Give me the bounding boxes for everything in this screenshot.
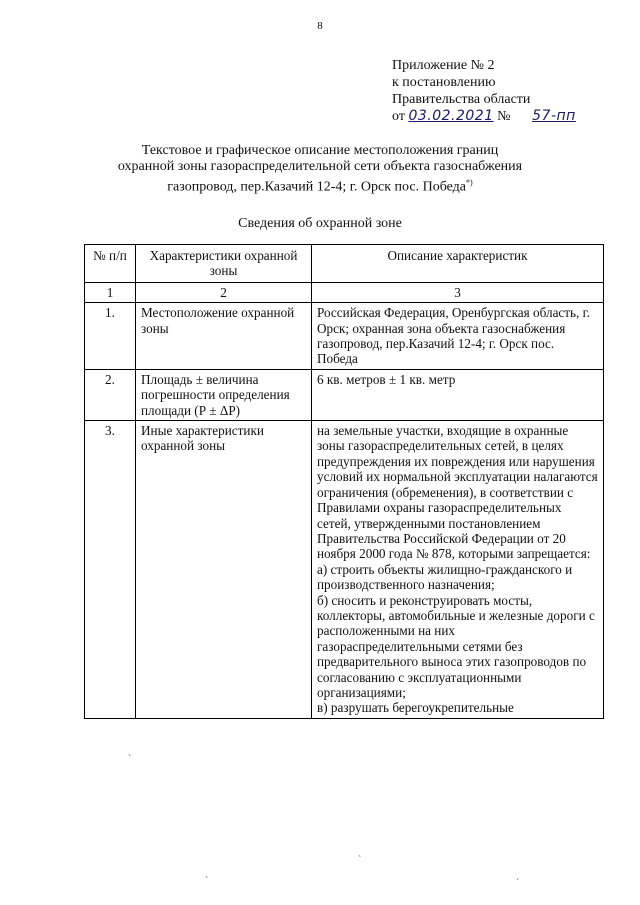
table-row [85, 303, 604, 370]
row-description [312, 369, 604, 420]
appendix-line-1: Приложение № 2 [392, 58, 495, 73]
row-description [312, 303, 604, 370]
title-line-3-text: газопровод, пер.Казачий 12-4; г. Орск пос. Победа [167, 179, 467, 195]
title-line-1: Текстовое и графическое описание местоположения границ [141, 143, 499, 158]
title-line-3 [60, 175, 580, 196]
row-characteristic: Иные характеристики охранной зоны [136, 421, 312, 719]
description-paragraph: 6 кв. метров ± 1 кв. метр [317, 371, 456, 387]
header-characteristic: Характеристики охранной зоны [136, 245, 312, 283]
appendix-line-2: к постановлению [392, 75, 496, 90]
description-paragraph: в) разрушать берегоукрепительные [317, 700, 514, 716]
title-line-2: охранной зоны газораспределительной сети объекта газоснабжения [117, 159, 523, 174]
description-paragraph: Российская Федерация, Оренбургская область, г. Орск; охранная зона объекта газоснабжения газопровод, пер.Казачий 12-4; г. Орск пос. Победа [317, 305, 590, 367]
protection-zone-table [84, 244, 604, 719]
row-description [312, 421, 604, 719]
table-row [85, 369, 604, 420]
description-paragraph: а) строить объекты жилищно-гражданского и производственного назначения; [317, 561, 573, 593]
table-row [85, 421, 604, 719]
date-prefix: от [392, 109, 405, 124]
row-number: 1. [85, 303, 136, 370]
row-number: 2. [85, 369, 136, 420]
row-number: 3. [85, 421, 136, 719]
appendix-block [392, 57, 594, 125]
scan-speck: ˊ [516, 878, 520, 889]
column-number-2: 2 [136, 282, 312, 302]
column-number-1: 1 [85, 282, 136, 302]
appendix-line-3: Правительства области [392, 92, 531, 107]
description-paragraph: на земельные участки, входящие в охранные зоны газораспределительных сетей, в целях предупреждения их повреждения или нарушения условий их нормальной эксплуатации налагаются ограничения (обременения), в соответствии с Правилами охраны газораспределительных сетей, утвержденными постановлением Правительства Российской Федерации от 20 ноября 2000 года № 878, которыми запрещается: [317, 423, 598, 562]
page-number: 8 [317, 20, 323, 32]
appendix-date-line [392, 108, 594, 125]
scan-speck: ˋ [205, 876, 209, 887]
handwritten-date: 03.02.2021 [408, 108, 494, 124]
description-paragraph: б) сносить и реконструировать мосты, коллекторы, автомобильные и железные дороги с расположенными на них газораспределительными сетями без предварительного выноса этих газопроводов по согласованию с эксплуатационными организациями; [317, 592, 595, 700]
number-sign: № [497, 109, 511, 124]
row-characteristic: Площадь ± величина погрешности определения площади (Р ± ΔР) [136, 369, 312, 420]
header-number: № п/п [85, 245, 136, 283]
column-number-row [85, 282, 604, 302]
table-header-row [85, 245, 604, 283]
scan-speck: ˋ [128, 754, 132, 765]
header-description: Описание характеристик [312, 245, 604, 283]
column-number-3: 3 [312, 282, 604, 302]
document-title [60, 143, 580, 196]
footnote-mark: *) [466, 178, 473, 187]
row-characteristic: Местоположение охранной зоны [136, 303, 312, 370]
section-title: Сведения об охранной зоне [238, 216, 402, 231]
handwritten-number: 57-пп [532, 108, 576, 124]
scan-speck: ˋ [358, 855, 362, 866]
